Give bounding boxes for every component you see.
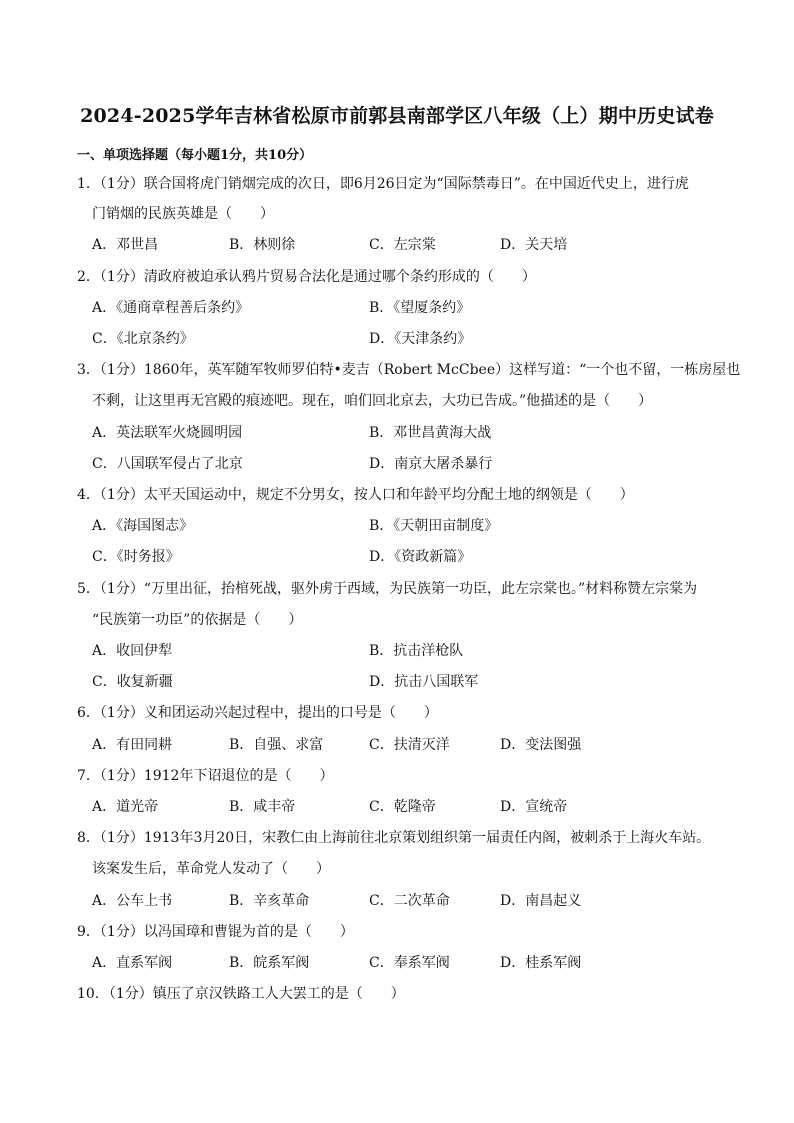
- question-7-line-1: 7．（1分）1912年下诏退位的是（ ）: [77, 768, 334, 784]
- question-1-option-a: A．邓世昌: [92, 237, 159, 253]
- question-4-option-d: D．《资政新篇》: [369, 549, 472, 565]
- question-7-option-b: B．咸丰帝: [229, 799, 296, 815]
- question-4-option-c: C．《时务报》: [92, 549, 180, 565]
- section-heading: 一、单项选择题（每小题1分，共10分）: [77, 148, 313, 163]
- question-3-option-d: D．南京大屠杀暴行: [369, 456, 493, 472]
- question-3-option-c: C．八国联军侵占了北京: [92, 456, 243, 472]
- question-6-option-c: C．扶清灭洋: [369, 737, 450, 753]
- question-8-option-a: A．公车上书: [92, 893, 173, 909]
- question-6-option-b: B．自强、求富: [229, 737, 324, 753]
- question-5-option-d: D．抗击八国联军: [369, 674, 479, 690]
- question-3-option-a: A．英法联军火烧圆明园: [92, 425, 243, 441]
- question-5-option-b: B．抗击洋枪队: [369, 643, 464, 659]
- question-3-option-b: B．邓世昌黄海大战: [369, 425, 492, 441]
- question-2-option-b: B．《望厦条约》: [369, 300, 471, 316]
- question-9-option-d: D．桂系军阀: [500, 955, 582, 971]
- question-9-option-b: B．皖系军阀: [229, 955, 310, 971]
- question-8-option-d: D．南昌起义: [500, 893, 582, 909]
- page-title: 2024-2025学年吉林省松原市前郭县南部学区八年级（上）期中历史试卷: [80, 105, 714, 127]
- question-5-line-1: 5．（1分）“万里出征，抬棺死战，驱外虏于西域，为民族第一功臣，此左宗棠也。”材料称赞左宗棠为: [77, 581, 698, 597]
- question-4-option-a: A．《海国图志》: [92, 518, 194, 534]
- question-6-line-1: 6．（1分）义和团运动兴起过程中，提出的口号是（ ）: [77, 705, 438, 721]
- question-3-line-2: 不剩，让这里再无宫殿的痕迹吧。现在，咱们回北京去，大功已告成。”他描述的是（ ）: [92, 393, 653, 409]
- question-2-option-c: C．《北京条约》: [92, 331, 194, 347]
- question-2-option-d: D．《天津条约》: [369, 331, 472, 347]
- question-2-line-1: 2．（1分）清政府被迫承认鸦片贸易合法化是通过哪个条约形成的（ ）: [77, 269, 536, 285]
- question-2-option-a: A．《通商章程善后条约》: [92, 300, 250, 316]
- question-10-line-1: 10．（1分）镇压了京汉铁路工人大罢工的是（ ）: [77, 986, 405, 1002]
- question-1-line-1: 1．（1分）联合国将虎门销烟完成的次日，即6月26日定为“国际禁毒日”。在中国近代史上，进行虎: [77, 176, 689, 192]
- question-9-line-1: 9．（1分）以冯国璋和曹锟为首的是（ ）: [77, 924, 354, 940]
- question-6-option-a: A．有田同耕: [92, 737, 173, 753]
- question-7-option-d: D．宣统帝: [500, 799, 568, 815]
- question-1-option-b: B．林则徐: [229, 237, 296, 253]
- question-4-line-1: 4．（1分）太平天国运动中，规定不分男女，按人口和年龄平均分配土地的纲领是（ ）: [77, 487, 634, 503]
- question-1-option-c: C．左宗棠: [369, 237, 436, 253]
- question-8-line-1: 8．（1分）1913年3月20日，宋教仁由上海前往北京策划组织第一届责任内阁，被刺杀于上海火车站。: [77, 830, 711, 846]
- question-5-option-a: A．收回伊犁: [92, 643, 173, 659]
- question-8-option-c: C．二次革命: [369, 893, 450, 909]
- question-9-option-a: A．直系军阀: [92, 955, 173, 971]
- question-4-option-b: B．《天朝田亩制度》: [369, 518, 499, 534]
- question-1-line-2: 门销烟的民族英雄是（ ）: [92, 206, 274, 222]
- question-3-line-1: 3．（1分）1860年，英军随军牧师罗伯特•麦吉（Robert McCbee）这样写道：“一个也不留，一栋房屋也: [77, 362, 741, 378]
- question-5-option-c: C．收复新疆: [92, 674, 173, 690]
- question-6-option-d: D．变法图强: [500, 737, 582, 753]
- question-5-line-2: “民族第一功臣”的依据是（ ）: [92, 612, 303, 628]
- question-1-option-d: D．关天培: [500, 237, 568, 253]
- question-8-line-2: 该案发生后，革命党人发动了（ ）: [92, 861, 330, 877]
- question-7-option-a: A．道光帝: [92, 799, 159, 815]
- question-9-option-c: C．奉系军阀: [369, 955, 450, 971]
- question-8-option-b: B．辛亥革命: [229, 893, 310, 909]
- question-7-option-c: C．乾隆帝: [369, 799, 436, 815]
